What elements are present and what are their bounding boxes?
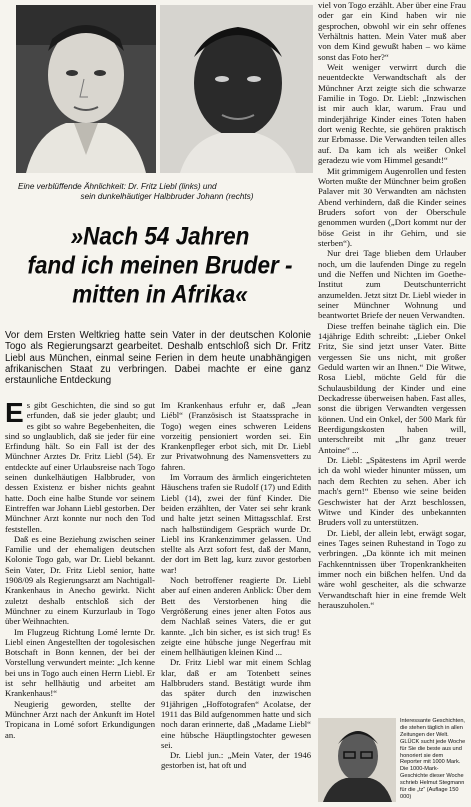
column-2-paragraph-5: Dr. Liebl jun.: „Mein Vater, der 1946 gestorben ist, hat oft und: [161, 750, 311, 771]
column-2-paragraph-4: Dr. Fritz Liebl war mit einem Schlag klar, daß er am Totenbett seines Halbbruders stand. Bestätigt wurde ihm das später durch den inzwischen 91jährigen „Hoffotografen“ Acolatse, der 1911 das Bild aufgenommen hatte und sich noch daran erinnerte, daß „Madame Liebl“ eine hübsche Häuptlingstochter gewesen sei.: [161, 657, 311, 750]
column-2-paragraph-3: Noch betroffener reagierte Dr. Liebl aber auf einen anderen Anblick: Über dem Bett des Verstorbenen hing die Vergrößerung eines jener alten Fotos aus dem Nachlaß seines Vaters, die er gut kannte. „Ich bin sicher, es ist sich trug! Es zeigte eine hübsche junge Negerfrau mit einem hellhäutigen kleinen Kind ...: [161, 575, 311, 658]
reporter-note: Interessante Geschichten, die stehen täglich in allen Zeitungen der Welt. GLÜCK sucht jede Woche für Sie die beste aus und honoriert sie dem Reporter mit 1000 Mark. Die 1000-Mark-Geschichte dieser Woche schrieb Helmut Stegmann für die „tz“ (Auflage 150 000): [400, 718, 466, 800]
column-1-paragraph-2: Daß es eine Beziehung zwischen seiner Familie und der ehemaligen deutschen Kolonie Togo gab, war Dr. Liebl bekannt. Sein Vater, Dr. Fritz Liebl senior, hatte 1908/09 als Regierungsarzt am Nachtigall-Krankenhaus in Anecho gewirkt. Nicht zuletzt deshalb entschloß sich der Münchner zu einem Kurzurlaub in Togo über Weihnachten.: [5, 533, 155, 627]
headline: [10, 222, 310, 309]
column-3-paragraph-3: Mit grimmigem Augenrollen und festen Worten mußte der Münchner beim großen Palaver mit 30 Verwandten am nächsten Abend verhindern, daß die Kinder seines Bruders sofort von der Oberschule genommen wurden („Dort kommt nur der böse Geist in ihr Gehirn, und sie sterben“).: [318, 165, 466, 248]
headline-line-3: mitten in Afrika«: [72, 280, 248, 309]
article-column-1: [5, 397, 155, 740]
caption-line-1: Eine verblüffende Ähnlichkeit: Dr. Fritz Liebl (links) und: [18, 182, 217, 191]
photo-fritz-liebl: [16, 5, 156, 173]
photo-johann: [160, 5, 313, 173]
drop-cap: E: [5, 397, 24, 428]
caption-line-2: sein dunkelhäutiger Halbbruder Johann (rechts): [80, 192, 254, 202]
column-3-paragraph-4: Nur drei Tage blieben dem Urlauber noch, um die laufenden Dinge zu regeln und die Neffen und Nichten im Goethe-Institut zum Deutschunterricht anzumelden. Jetzt sitzt Dr. Liebl wieder in seiner Münchner Wohnung und beantwortet Briefe der neuen Verwandten.: [318, 248, 466, 321]
column-3-paragraph-5: Diese treffen beinahe täglich ein. Die 14jährige Edith schreibt: „Lieber Onkel Fritz, Sie sind jetzt unser Vater. Bitte vergessen Sie uns nicht, mit großer Geduld warten wir an Ihnen.“ Die Witwe, Rosa Liebl, möchte Geld für die Schulausbildung der Kinder und eine Deckadresse überweisen haben. Fast alles, sonst die übrigen Verwandten vergessen können. Und ein Onkel, der 500 Mark für Beerdigungskosten haben will, unterschreibt mit „Ihr ganz treuer Antoine“ ...: [318, 320, 466, 455]
article-column-3: [318, 0, 466, 610]
column-2-paragraph-2: Im Vorraum des ärmlich eingerichteten Häuschens trafen sie Rudolf (17) und Edith Liebl (14), zwei der fünf Kinder. Die beiden erzählten, der Vater sei sehr krank und halte jetzt seinen Mittagsschlaf. Erst nach halbstündigem Gespräch wurde Dr. Liebl ins Krankenzimmer gelassen. Und stellte als Arzt sofort fest, daß der Mann, der dort im Bett lag, kurz zuvor gestorben war!: [161, 472, 311, 575]
reporter-photo: [318, 718, 396, 802]
column-3-paragraph-7: Dr. Liebl, der allein lebt, erwägt sogar, eines Tages seinen Ruhestand in Togo zu verbringen. „Da könnte ich mit meinen Fachkenntnissen über Tropenkrankheiten immer noch ein bißchen helfen. Und da wäre wohl gescheiter, als die schwarze Verwandtschaft hier in eine fremde Welt herauszuholen.“: [318, 527, 466, 610]
column-3-paragraph-6: Dr. Liebl: „Spätestens im April werde ich da wohl wieder hinunter müssen, um nach dem Rechten zu sehen. Aber ich mach's gern!“ Ebenso wie seine beiden Geschwister hat der Arzt beschlossen, Witwe und Kinder des unbekannten Bruders voll zu unterstützen.: [318, 455, 466, 528]
headline-line-1: »Nach 54 Jahren: [70, 222, 250, 250]
column-3-paragraph-1: viel von Togo erzählt. Aber über eine Frau oder gar ein Kind haben wir nie gesprochen, obwohl wir ein sehr offenes Verhältnis hatten. Mein Vater muß aber von dem Kind gewußt haben – wo käme sonst das Foto her?“: [318, 0, 466, 62]
column-1-paragraph-4: Neugierig geworden, stellte der Münchner Arzt nach der Ankunft im Hotel Tropicana in Lomé sofort Erkundigungen an.: [5, 698, 155, 740]
column-1-paragraph-1: Es gibt Geschichten, die sind so gut erfunden, daß sie jeder glaubt; und es gibt so wahre Begebenheiten, die sind so unglaublich, daß sie jeder für eine Erfindung hält. So ein Fall ist der des Münchner Arztes Dr. Fritz Liebl (54). Er entdeckte auf einer Urlaubsreise nach Togo seinen dunkelhäutigen Halbbruder, von dessen Existenz er bisher nichts geahnt hatte. Doch eine halbe Stunde vor seinem Eintreffen war Johann Liebl gestorben. Der Münchner Arzt konnte nur noch den Tod feststellen.: [5, 397, 155, 534]
headline-line-2: fand ich meinen Bruder -: [27, 251, 293, 280]
article-column-2: [161, 400, 311, 771]
column-1-paragraph-3: Im Flugzeug Richtung Lomé lernte Dr. Liebl einen Angestellten der togolesischen Botschaft in Bonn kennen, der bei der Vorstellung verwundert meinte: „Ich kenne bei uns in Togo auch einen Herrn Liebl. Er ist sehr hellhäutig und arbeitet am Krankenhaus!“: [5, 626, 155, 699]
photo-caption: [18, 182, 316, 202]
lead-paragraph: Vor dem Ersten Weltkrieg hatte sein Vater in der deutschen Kolonie Togo als Regierungsarzt gearbeitet. Deshalb entschloß sich Dr. Fritz Liebl aus München, einmal seine Ferien in dem heute unabhängigen afrikanischen Staat zu verbringen. Dabei machte er eine ganz erstaunliche Entdeckung: [5, 330, 311, 387]
column-2-paragraph-1: Im Krankenhaus erfuhr er, daß „Jean Liébl“ (Französisch ist Staatssprache in Togo) wegen eines schweren Leidens vorzeitig pensioniert worden sei. Ein Krankenpfleger erbot sich, mit Dr. Liebl zur Privatwohnung des Namensvetters zu fahren.: [161, 400, 311, 472]
column-3-paragraph-2: Weit weniger verwirrt durch die neuentdeckte Verwandtschaft als der Münchner Arzt zeigte sich die schwarze Familie in Togo. Dr. Liebl: „Inzwischen ist mir auch klar, warum. Frau und minderjährige Kinder eines Toten haben dort wenig Rechte, sie gehören praktisch zur Erbmasse. Die Verwandten teilen alles auf. Da kam ich als weißer Onkel geradezu wie vom Himmel gesandt!“: [318, 62, 466, 166]
